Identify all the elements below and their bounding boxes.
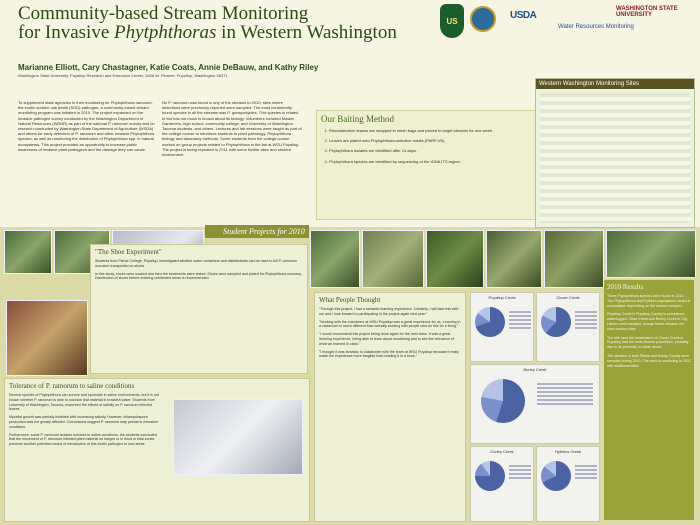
intro-column-2: No P. ramorum was found in any of the streams in 2010; sites where detections were previously reported were sampled. The most consistently found species in all the streams was P. gonapodyides. This species is related to but has not much is known about its biology. Volunteers included Master Gardeners, high school, community college, and University of Washington Tacoma students, and others. Lectures and lab sessions were taught as part of the college course to introduce students to plant pathology, Phytophthora biology and laboratory methods. Some students from the college course worked on group projects related to Phytophthora in the lab at WSU Puyallup. The project is being repeated in 2011 with some further sites and student involvement. <box>162 100 302 158</box>
intro-column-1: To supplement state agencies in their monitoring for Phytophthora ramorum, the exotic sudden oak death (SOD) pathogen, a community-based stream monitoring program was initiated in 2010. The project expanded on the invasive pathogen survey conducted by the Washington Department of Natural Resources (WDNR) as part of the national P. ramorum survey and on research conducted by Washington State Department of Agriculture (WSDA) and others for early detection of P. ramorum and other invasive Phytophthora species, as well as monitoring the distribution of Phytophthora spp. in natural ecosystems. This project provided an opportunity to increase public awareness of invasive plant pathogens and the damage they can cause. <box>18 100 155 152</box>
wsu-logo: WASHINGTON STATE UNIVERSITY <box>616 6 678 18</box>
pie-chart-title: Hylebos Creek <box>554 449 582 454</box>
results-text: The site near the headwaters of Clover Creek in Puyallup had the most diverse population, probably due to its proximity to urban areas. <box>607 335 689 350</box>
usfs-logo-text: US <box>446 16 458 26</box>
field-photo <box>606 230 696 278</box>
student-projects-heading: Student Projects for 2010 <box>205 225 309 238</box>
pie-chart <box>475 307 505 337</box>
pie-legend <box>509 465 531 481</box>
method-step: 4. Phytophthora species are identified by sequencing of the rDNA ITS region. <box>329 159 531 164</box>
pie-chart-title: Clover Creek <box>556 295 580 300</box>
sampling-photo <box>486 230 542 288</box>
saline-tolerance-panel <box>4 378 310 522</box>
usda-logo: USDA <box>510 10 537 21</box>
pie-chart-box <box>536 292 600 362</box>
pie-chart-title: Burley Creek <box>523 367 547 372</box>
stream-photo <box>362 230 424 288</box>
agency-seal-logo <box>470 6 496 32</box>
testimonials-panel <box>314 292 466 522</box>
results-text: Three Phytophthora species were found in 2010. The Phytophthora and Pythium populations varied in composition depending on the stream sampled. <box>607 294 691 308</box>
results-text: The streams in both Pierce and Kitsap County were sampled during 2010. The work is continuing in 2011 with additional sites. <box>607 353 691 368</box>
affiliation: Washington State University, Puyallup Research and Extension Center, 2606 W. Pioneer, Puyallup, Washington 98371 <box>18 73 228 78</box>
baiting-method-heading: Our Baiting Method <box>321 114 394 124</box>
pie-chart-box <box>536 446 600 522</box>
pie-chart <box>541 307 571 337</box>
poster-title <box>18 4 413 42</box>
results-text: Puyallup Creek in Puyallup County is sometimes waterlogged. Clear Creek and Burley Creek in Gig Harbor were sampled, though these streams are near nursery sites. <box>607 312 687 331</box>
pie-chart <box>475 461 505 491</box>
method-step: 3. Phytophthora isolates are identified after 14 days. <box>329 148 531 153</box>
testimonial: "Through this project, I had a fantastic learning experience. Certainly, I will take this with me and I look forward to participating in the project again next year." <box>319 307 459 316</box>
baiting-method-box <box>316 110 536 220</box>
shoes-photo <box>6 300 88 376</box>
monitoring-sites-heading: Western Washington Monitoring Sites <box>536 79 694 89</box>
shoe-experiment-title: "The Shoe Experiment" <box>95 248 162 256</box>
students-photo <box>4 230 52 274</box>
title-italic: Phytphthoras <box>114 22 217 43</box>
pie-legend <box>575 311 597 331</box>
pie-chart <box>481 379 525 423</box>
pie-chart-box <box>470 292 534 362</box>
monitoring-sites-table <box>540 93 690 223</box>
pie-legend <box>509 311 531 331</box>
saline-text-3: Furthermore, some P. ramorum isolates survived in saline conditions, the students concluded that the movement of P. ramorum infested plant material on barges or in flood or tidal zones presents another potential means of introduction of this exotic pathogen to new areas. <box>9 432 157 447</box>
pie-chart <box>541 461 571 491</box>
testimonial: "I thought it was fantastic to collaborate with the team at WSU Puyallup because it really made the experience more tangible than reading it in a book." <box>319 349 459 359</box>
testimonials-heading: What People Thought <box>319 296 381 304</box>
pie-chart-title: Curley Creek <box>490 449 514 454</box>
saline-text-1: Several species of Phytophthora can survive and sporulate in saline environments, but it is not known whether P. ramorum is able to colonize leaf material in brackish water. Students from University of Washington, Tacoma, examined the effects of salinity on P. ramorum infected leaves. <box>9 393 159 412</box>
method-step: 2. Leaves are plated onto Phytophthora-selective media (PARP-V8). <box>329 138 531 143</box>
method-step: 1. Rhododendron leaves are wrapped in mesh bags and placed in target streams for one week. <box>329 128 531 133</box>
shoe-experiment-panel <box>90 244 308 374</box>
shoe-text-1: Students from Pierce College, Puyallup, investigated whether water containers and disinfectants can be used to kill P. ramorum inoculum transported on shoes. <box>95 259 297 268</box>
testimonial: "I would recommend this project being done again for the next class. It was a great learning experience, being able to learn about monitoring and to see the relevance of what we learned in class." <box>319 332 455 346</box>
pie-chart-title: Puyallup Creek <box>488 295 516 300</box>
creek-photo <box>426 230 484 288</box>
shoe-text-2: In this study, shoes were soaked and then the treatments were tested. Shoes were sampled and plated for Phytophthora recovery. Disinfection of shoes before entering uninfested areas is recommended. <box>95 271 302 281</box>
petri-dish-photo <box>173 399 303 475</box>
bait-bag-photo <box>544 230 604 288</box>
baiting-method-list <box>321 128 531 164</box>
results-panel <box>604 280 694 520</box>
monitoring-sites-box <box>535 78 695 228</box>
forest-service-logo <box>440 4 464 38</box>
authors: Marianne Elliott, Cary Chastagner, Katie Coats, Annie DeBauw, and Kathy Riley <box>18 63 319 72</box>
water-resources-logo: Water Resources Monitoring <box>558 24 634 30</box>
title-pre: for Invasive <box>18 22 115 43</box>
title-line1: Community-based Stream Monitoring <box>18 3 309 24</box>
pie-chart-box <box>470 364 600 444</box>
pie-chart-box <box>470 446 534 522</box>
saline-text-2: Mycelial growth was partially inhibited with increasing salinity. However, chlamydospore production was not greatly affected. Conclusions suggest P. ramorum may persist in estuarine conditions. <box>9 415 159 429</box>
results-heading: 2010 Results <box>607 283 644 291</box>
pie-legend <box>575 465 597 481</box>
saline-tolerance-title: Tolerance of P. ramorum to saline conditions <box>9 382 135 390</box>
testimonial: "Working with the volunteers at WSU Puyallup was a great experience for us. Learning in a classroom is much different than actually working with people who do this for a living." <box>319 319 461 329</box>
volunteers-photo <box>310 230 360 288</box>
pie-legend <box>537 383 593 407</box>
title-post: in Western Washington <box>216 22 397 43</box>
